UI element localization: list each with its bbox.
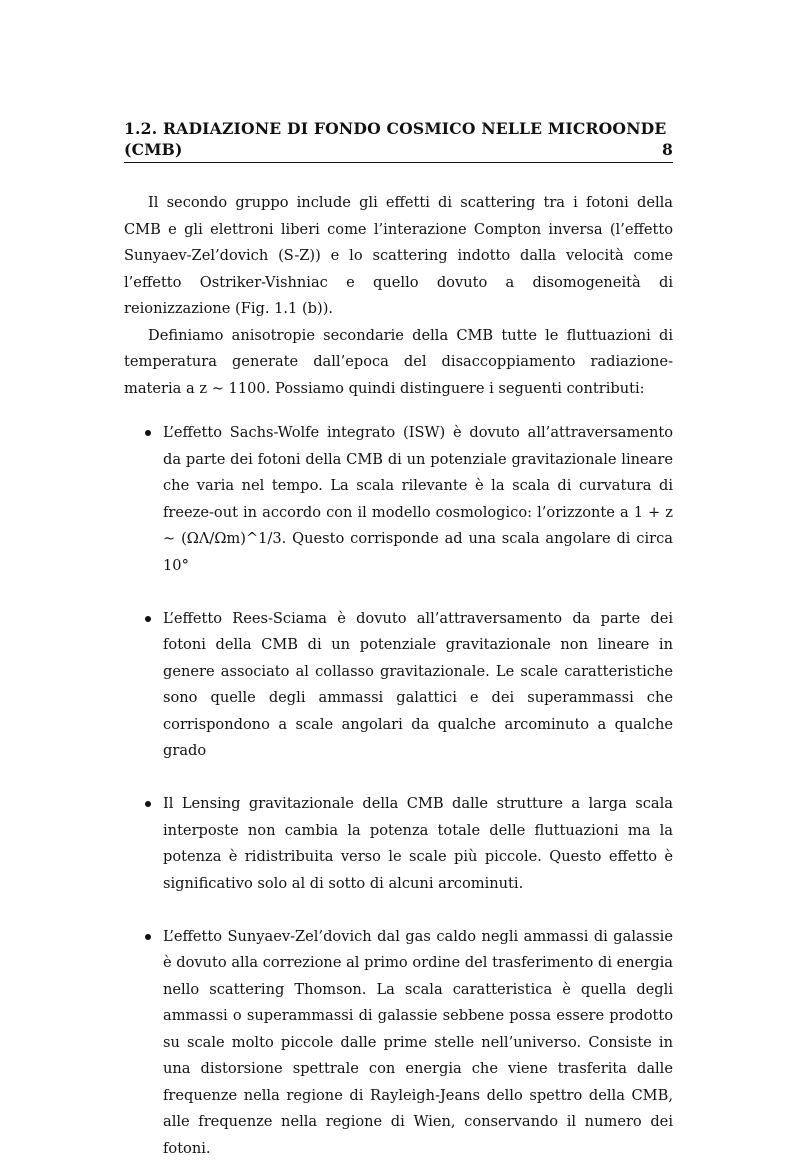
paragraph-2: Definiamo anisotropie secondarie della CMB tutte le fluttuazioni di temperatura generate dall’epoca del disaccoppiamento radiazione-materia a z ∼ 1100. Possiamo quindi distinguere i seguenti contributi: xyxy=(124,323,673,403)
paragraph-1: Il secondo gruppo include gli effetti di scattering tra i fotoni della CMB e gli elettroni liberi come l’interazione Compton inversa (l’effetto Sunyaev-Zel’dovich (S-Z)) e lo scattering indotto dalla velocità come l’effetto Ostriker-Vishniac e quello dovuto a disomogeneità di reionizzazione (Fig. 1.1 (b)). xyxy=(124,190,673,323)
list-item xyxy=(124,791,673,897)
body-text xyxy=(124,190,673,1162)
list-item xyxy=(124,606,673,765)
page-number: 8 xyxy=(662,139,673,160)
bullet-text-sz: L’effetto Sunyaev-Zel’dovich dal gas caldo negli ammassi di galassie è dovuto alla correzione al primo ordine del trasferimento di energia nello scattering Thomson. La scala caratteristica è quella degli ammassi o superammassi di galassie sebbene possa essere prodotto su scale molto piccole dalle prime stelle nell’universo. Consiste in una distorsione spettrale con energia che viene trasferita dalle frequenze nella regione di Rayleigh-Jeans dello spettro della CMB, alle frequenze nella regione di Wien, conservando il numero dei fotoni. xyxy=(163,928,673,1157)
bullet-text-lensing: Il Lensing gravitazionale della CMB dalle strutture a larga scala interposte non cambia la potenza totale delle fluttuazioni ma la potenza è ridistribuita verso le scale più piccole. Questo effetto è significativo solo al di sotto di alcuni arcominuti. xyxy=(163,795,673,892)
bullet-text-isw: L’effetto Sachs-Wolfe integrato (ISW) è dovuto all’attraversamento da parte dei fotoni della CMB di un potenziale gravitazionale lineare che varia nel tempo. La scala rilevante è la scala di curvatura di freeze-out in accordo con il modello cosmologico: l’orizzonte a 1 + z ∼ (ΩΛ/Ωm)^1/3. Questo corrisponde ad una scala angolare di circa 10° xyxy=(163,424,673,574)
list-item xyxy=(124,420,673,579)
bullet-icon xyxy=(145,430,151,436)
header-title-line1: 1.2. RADIAZIONE DI FONDO COSMICO NELLE MICROONDE xyxy=(124,118,673,139)
bullet-icon xyxy=(145,934,151,940)
bullet-text-rees-sciama: L’effetto Rees-Sciama è dovuto all’attraversamento da parte dei fotoni della CMB di un potenziale gravitazionale non lineare in genere associato al collasso gravitazionale. Le scale caratteristiche sono quelle degli ammassi galattici e dei superammassi che corrispondono a scale angolari da qualche arcominuto a qualche grado xyxy=(163,610,673,760)
header-row xyxy=(124,139,673,160)
header-rule xyxy=(124,162,673,163)
list-item xyxy=(124,924,673,1162)
bullet-icon xyxy=(145,616,151,622)
bullet-list xyxy=(124,420,673,1162)
header-title-line2: (CMB) xyxy=(124,139,183,160)
bullet-icon xyxy=(145,801,151,807)
running-header xyxy=(124,118,673,160)
